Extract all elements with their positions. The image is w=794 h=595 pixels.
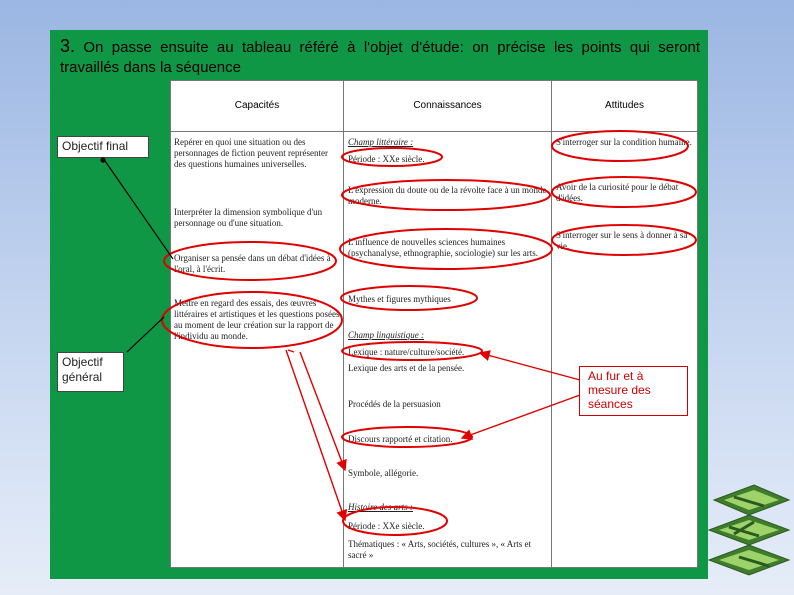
attitude-item: S'interroger sur le sens à donner à sa vie. xyxy=(556,230,688,251)
connaissance-item: Procédés de la persuasion xyxy=(348,399,441,409)
highlight-ellipse xyxy=(341,286,477,310)
attitude-item: S'interroger sur la condition humaine. xyxy=(556,137,692,147)
connaissance-item: Discours rapporté et citation. xyxy=(348,434,453,444)
capacite-item: Mettre en regard des essais, des œuvres littéraires et artistiques et les questions posées au moment de leur création sur la rapport de l'individu au monde. xyxy=(174,298,340,341)
heading-text: On passe ensuite au tableau référé à l'objet d'étude: on précise les points qui seront travaillés dans la séquence xyxy=(60,39,700,76)
maze-decoration xyxy=(704,470,794,595)
annotation-arrow xyxy=(462,395,580,438)
highlight-ellipse xyxy=(552,177,696,207)
connaissance-heading: Champ linguistique : xyxy=(348,330,424,340)
capacite-item: Organiser sa pensée dans un débat d'idées à l'oral, à l'écrit. xyxy=(174,253,331,274)
connaissance-item: Mythes et figures mythiques xyxy=(348,294,451,304)
connaissance-item: Thématiques : « Arts, sociétés, cultures », « Arts et sacré » xyxy=(348,539,531,560)
highlight-ellipse xyxy=(342,427,472,447)
attitude-item: Avoir de la curiosité pour le débat d'idées. xyxy=(556,182,679,203)
highlight-ellipse xyxy=(552,225,696,255)
header-attitudes: Attitudes xyxy=(605,100,644,111)
connaissance-heading: Histoire des arts : xyxy=(348,502,413,512)
header-capacites: Capacités xyxy=(234,100,280,111)
annotation-arrow xyxy=(288,350,294,352)
connector-line xyxy=(103,158,173,259)
highlight-ellipse xyxy=(343,507,447,535)
annotation-arrow xyxy=(286,350,345,520)
capacite-item: Repérer en quoi une situation ou des personnages de fiction peuvent représenter des questions humaines universelles. xyxy=(174,137,328,169)
au-fur-note: Au fur et à mesure des séances xyxy=(579,366,688,416)
connector-dot xyxy=(101,158,105,162)
connector-line xyxy=(127,317,164,352)
connaissance-item: Période : XXe siècle. xyxy=(348,521,425,531)
highlight-ellipse xyxy=(164,242,336,280)
objectif-final-label: Objectif final xyxy=(57,136,149,158)
highlight-ellipse xyxy=(342,180,550,210)
objectif-general-label: Objectif général xyxy=(57,352,124,392)
highlight-ellipse xyxy=(552,131,688,161)
connaissance-item: L'expression du doute ou de la révolte face à un monde moderne. xyxy=(348,185,547,206)
annotation-arrow xyxy=(480,353,580,380)
heading-number: 3. xyxy=(60,36,76,56)
header-connaissances: Connaissances xyxy=(413,100,482,111)
connaissance-item: Symbole, allégorie. xyxy=(348,468,419,478)
highlight-ellipse xyxy=(342,148,442,166)
highlight-ellipse xyxy=(340,229,552,269)
highlight-ellipse xyxy=(162,292,342,348)
connaissance-item: Lexique des arts et de la pensée. xyxy=(348,363,465,373)
connaissance-heading: Champ littéraire : xyxy=(348,137,414,147)
connaissance-item: L'influence de nouvelles sciences humaines (psychanalyse, ethnographie, sociologie) sur les arts. xyxy=(348,237,538,258)
connaissance-item: Lexique : nature/culture/société. xyxy=(348,347,465,357)
connaissance-item: Période : XXe siècle. xyxy=(348,154,425,164)
capacite-item: Interpréter la dimension symbolique d'un personnage ou d'une situation. xyxy=(174,207,323,228)
highlight-ellipse xyxy=(342,342,482,360)
